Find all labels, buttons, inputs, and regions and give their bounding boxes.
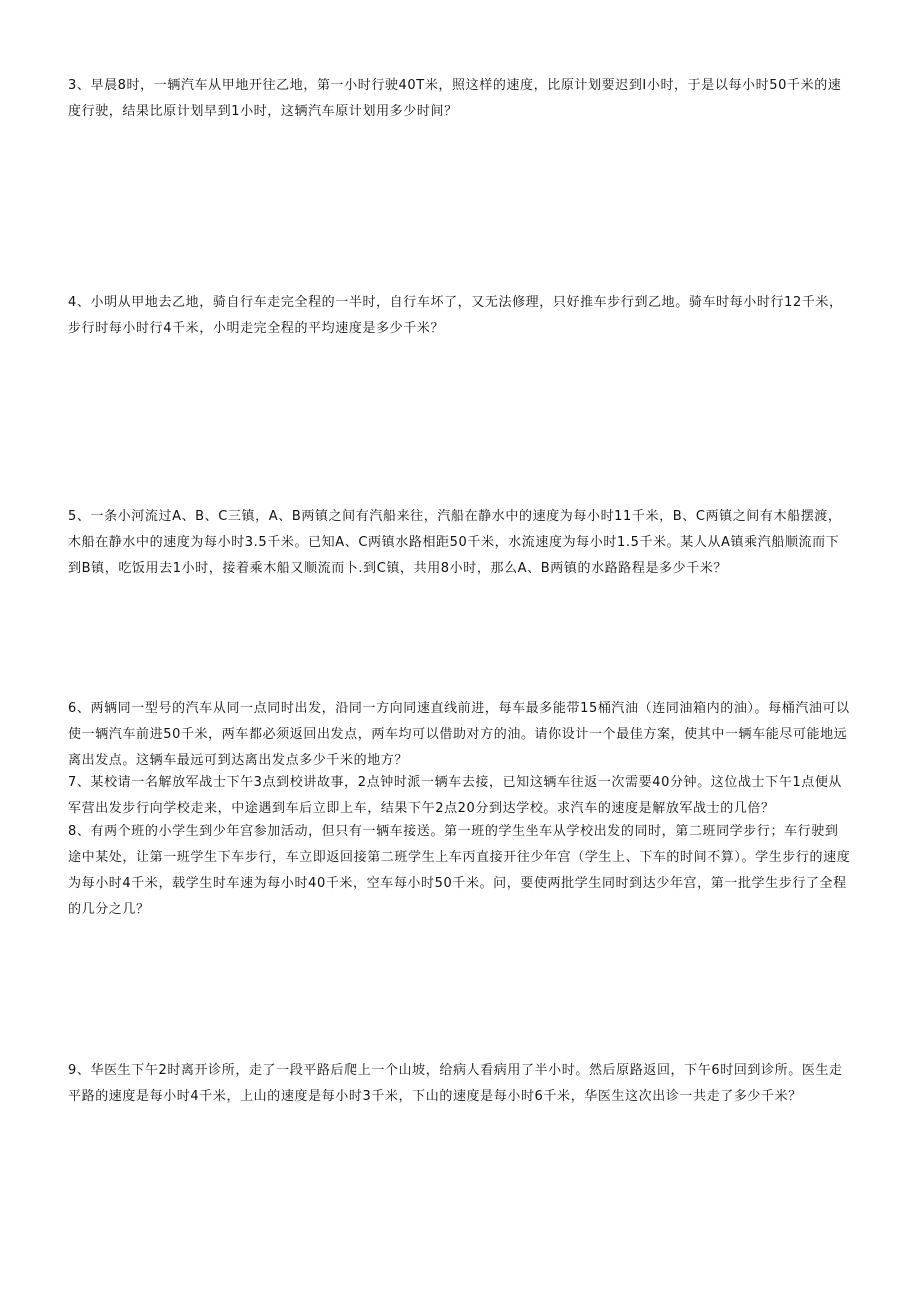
problem-8: 8、有两个班的小学生到少年宫参加活动，但只有一辆车接送。第一班的学生坐车从学校出发的同时，第二班同学步行；车行驶到途中某处，让第一班学生下车步行，车立即返回接第二班学生上车丙直接开往少年宫（学生上、下车的时间不算）。学生步行的速度为每小时4千米，载学生时车速为每小时40千米，空车每小时50千米。问，要使两批学生同时到达少年宫，第一批学生步行了全程的几分之几？ [68,824,851,917]
problem-3: 3、早晨8时，一辆汽车从甲地开往乙地，第一小时行驶40T米，照这样的速度，比原计划要迟到I小时，于是以每小时50千米的速度行驶，结果比原计划早到1小时，这辆汽车原计划用多少时间？ [68,78,842,119]
problem-9: 9、华医生下午2时离开诊所，走了一段平路后爬上一个山坡，给病人看病用了半小时。然后原路返回，下午6时回到诊所。医生走平路的速度是每小时4千米，上山的速度是每小时3千米，下山的速度是每小时6千米，华医生这次出诊一共走了多少千米？ [68,1063,843,1104]
problem-5: 5、一条小河流过A、B、C三镇，A、B两镇之间有汽船来往，汽船在静水中的速度为每小时11千米，B、C两镇之间有木船摆渡，木船在静水中的速度为每小时3.5千米。已知A、C两镇水路相距50千米，水流速度为每小时1.5千米。某人从A镇乘汽船顺流而下到B镇，吃饭用去1小时，接着乘木船又顺流而卜.到C镇，共用8小时，那么A、B两镇的水路路程是多少千米？ [68,509,842,576]
problem-7: 7、某校请一名解放军战士下午3点到校讲故事，2点钟时派一辆车去接，已知这辆车往返一次需要40分钟。这位战士下午1点便从军营出发步行向学校走来，中途遇到车后立即上车，结果下午2点20分到达学校。求汽车的速度是解放军战士的几倍？ [68,775,843,816]
problem-6: 6、两辆同一型号的汽车从同一点同时出发，沿同一方向同速直线前进，每车最多能带15桶汽油（连同油箱内的油）。每桶汽油可以使一辆汽车前进50千米，两车都必须返回出发点，两车均可以借助对方的油。请你设计一个最佳方案，使其中一辆车能尽可能地远离出发点。这辆车最远可到达离出发点多少千米的地方？ [68,701,850,768]
problem-4: 4、小明从甲地去乙地，骑自行车走完全程的一半时，自行车坏了，又无法修理，只好推车步行到乙地。骑车时每小时行12千米，步行时每小时行4千米，小明走完全程的平均速度是多少千米？ [68,295,843,336]
